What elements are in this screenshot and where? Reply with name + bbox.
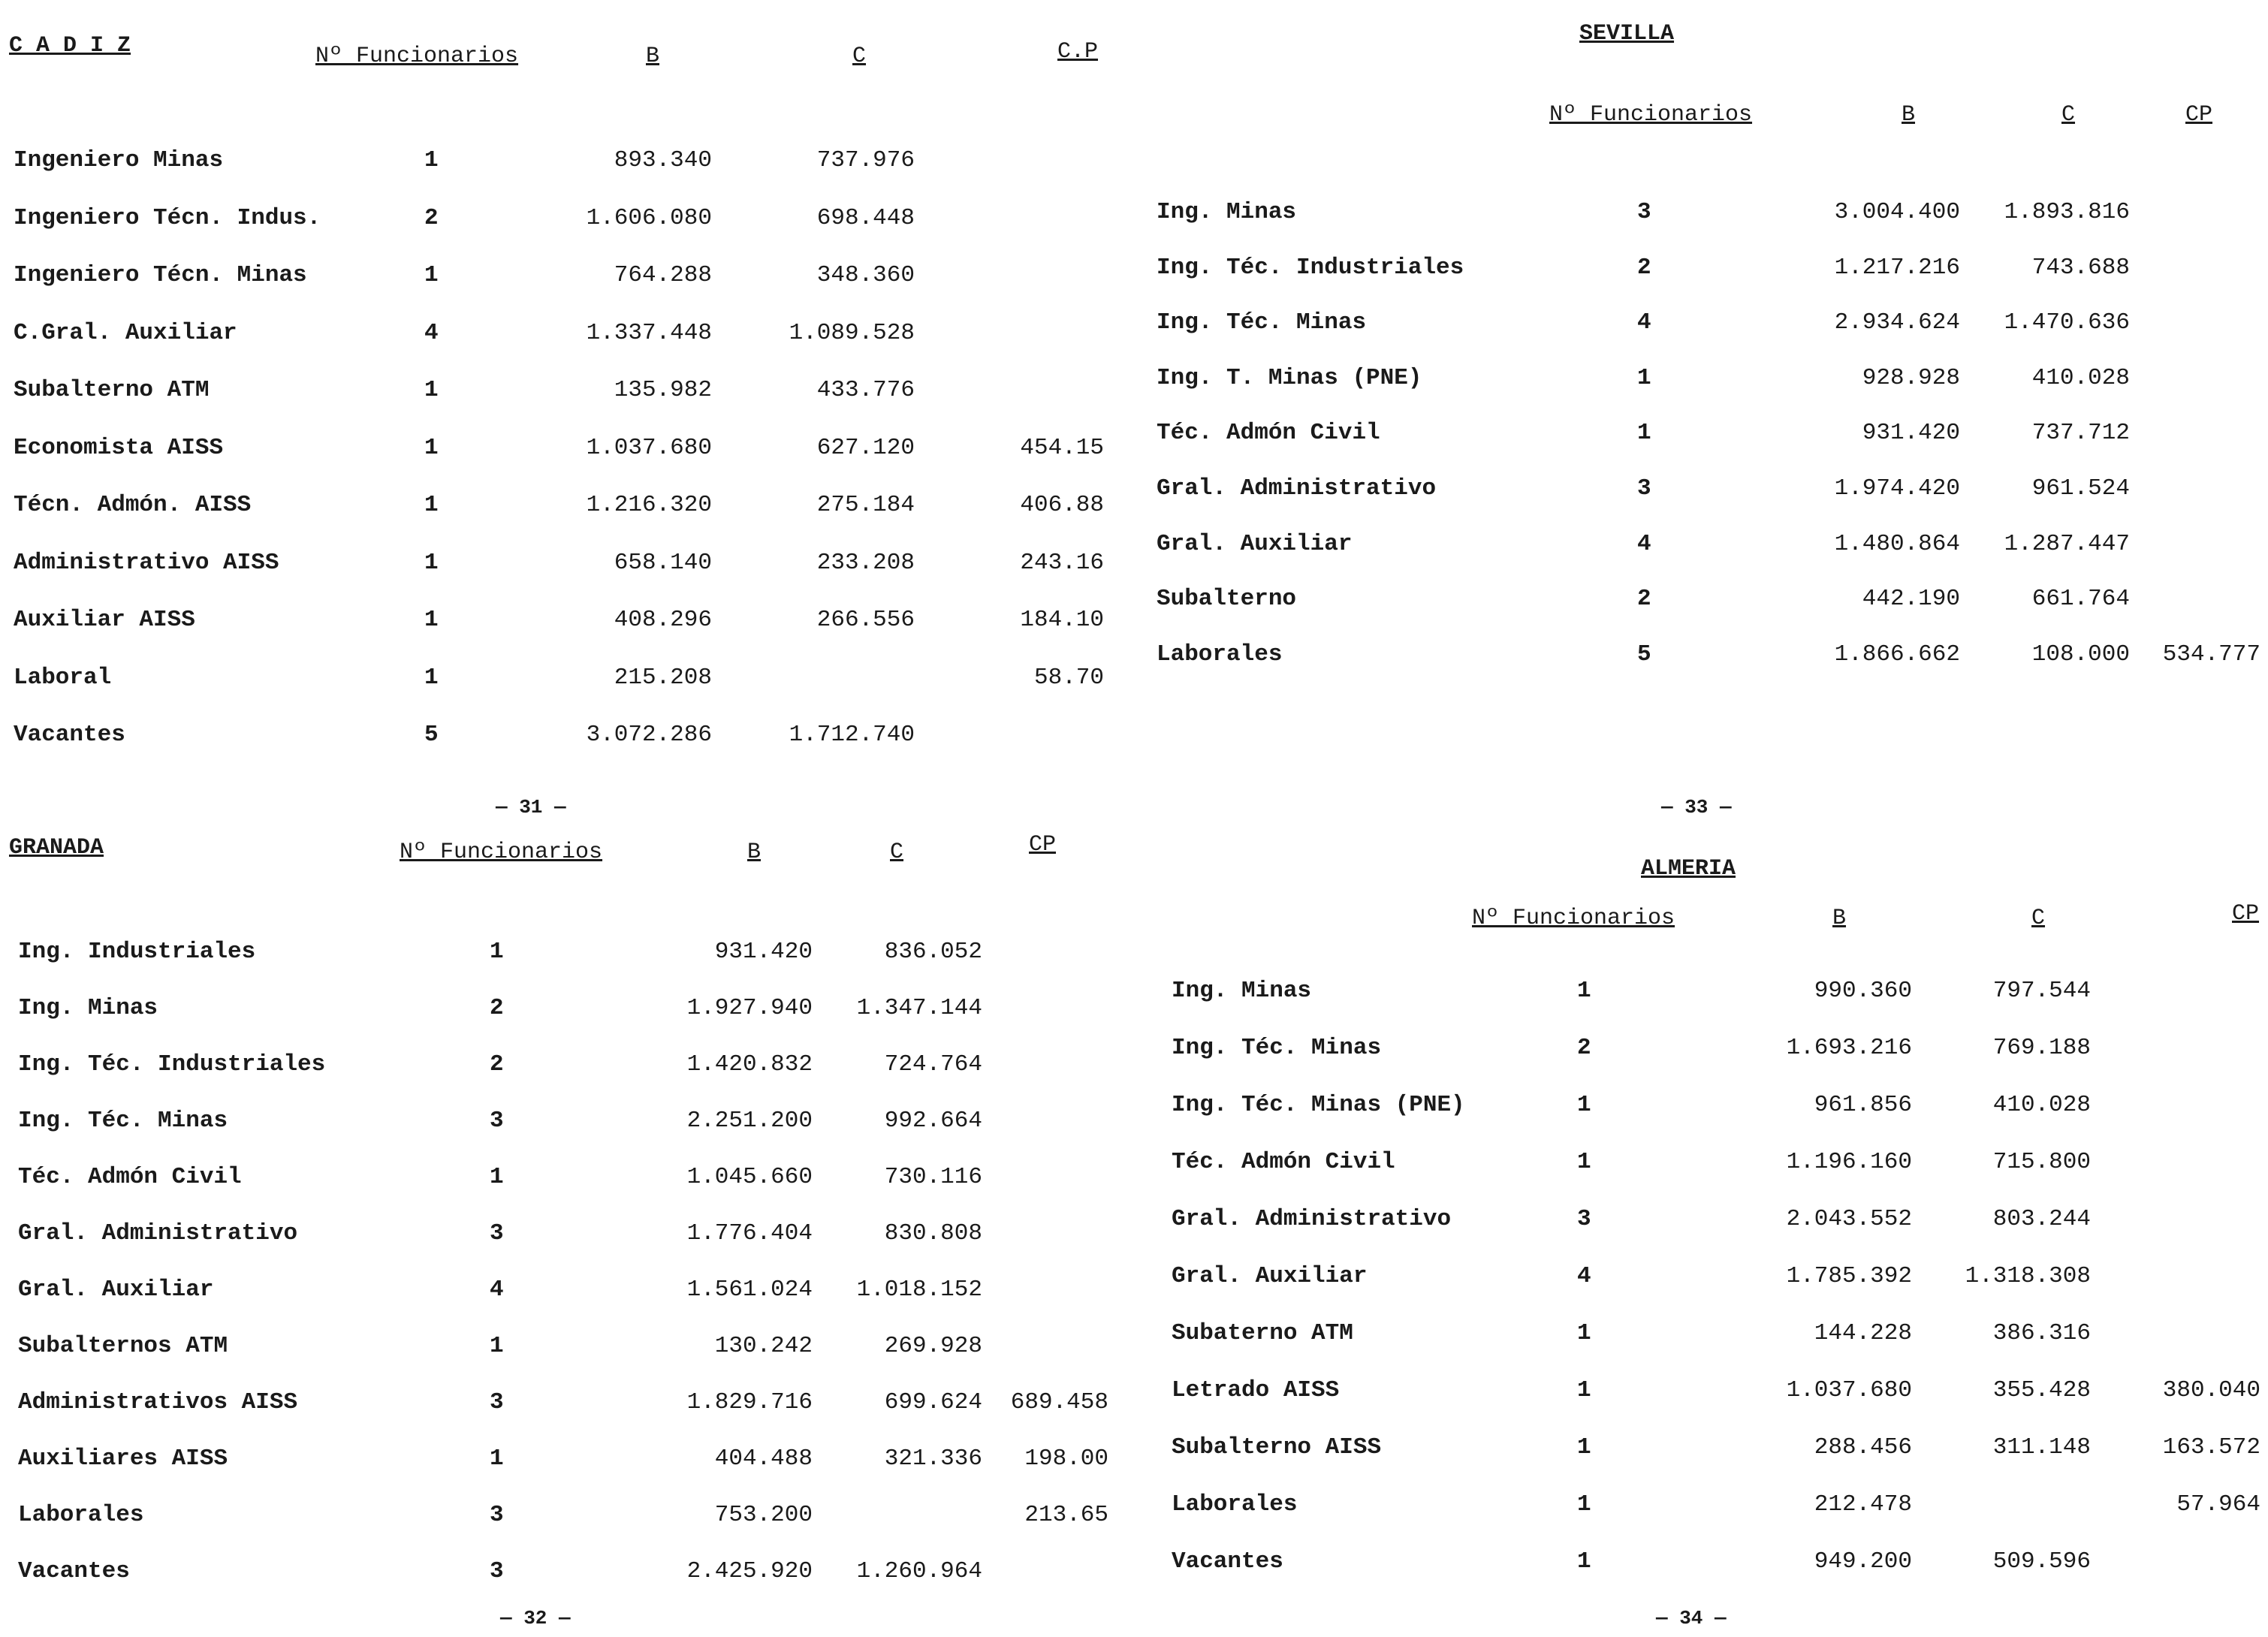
row-b-value: 2.251.200 [686, 1108, 813, 1134]
row-name: Subalterno AISS [1172, 1434, 1382, 1461]
row-name: Letrado AISS [1172, 1377, 1340, 1403]
row-count: 1 [424, 665, 439, 691]
row-cp-value: 58.70 [1033, 665, 1104, 691]
cadiz-title: C A D I Z [9, 33, 131, 59]
row-count: 2 [1637, 586, 1651, 612]
row-c-value: 275.184 [816, 492, 915, 518]
row-name: Administrativos AISS [18, 1389, 298, 1415]
almeria-header-cp: CP [2232, 901, 2260, 927]
row-b-value: 764.288 [614, 262, 712, 288]
row-c-value: 661.764 [2031, 586, 2130, 612]
row-name: Vacantes [1172, 1548, 1283, 1575]
row-count: 1 [490, 1333, 504, 1359]
row-b-value: 1.561.024 [686, 1277, 813, 1303]
row-name: Subaterno ATM [1172, 1320, 1353, 1346]
row-c-value: 992.664 [884, 1108, 982, 1134]
row-b-value: 949.200 [1814, 1548, 1912, 1575]
row-cp-value: 198.00 [1024, 1446, 1108, 1472]
row-c-value: 803.244 [1992, 1206, 2091, 1232]
row-count: 1 [490, 1164, 504, 1190]
row-name: Ing. Téc. Minas [1157, 309, 1367, 336]
row-b-value: 1.216.320 [586, 492, 712, 518]
row-name: Téc. Admón Civil [18, 1164, 242, 1190]
row-count: 1 [1577, 1491, 1591, 1518]
row-name: Ingeniero Minas [14, 147, 224, 173]
sevilla-header-b: B [1902, 102, 1916, 128]
row-b-value: 990.360 [1814, 978, 1912, 1004]
row-count: 3 [1577, 1206, 1591, 1232]
row-name: Ing. Téc. Industriales [1157, 255, 1464, 281]
sevilla-page-number: — 33 — [1661, 796, 1732, 818]
row-count: 2 [1637, 255, 1651, 281]
row-c-value: 797.544 [1992, 978, 2091, 1004]
row-b-value: 442.190 [1862, 586, 1960, 612]
row-c-value: 743.688 [2031, 255, 2130, 281]
almeria-page-number: — 34 — [1656, 1607, 1727, 1629]
row-c-value: 233.208 [816, 550, 915, 576]
row-b-value: 893.340 [614, 147, 712, 173]
row-c-value: 266.556 [816, 607, 915, 633]
row-b-value: 928.928 [1862, 365, 1960, 391]
row-count: 1 [1577, 978, 1591, 1004]
row-b-value: 1.927.940 [686, 995, 813, 1021]
row-b-value: 2.425.920 [686, 1558, 813, 1584]
row-c-value: 311.148 [1992, 1434, 2091, 1461]
row-count: 1 [424, 607, 439, 633]
row-count: 3 [1637, 475, 1651, 502]
row-c-value: 1.018.152 [856, 1277, 982, 1303]
row-b-value: 135.982 [614, 377, 712, 403]
row-b-value: 1.037.680 [1786, 1377, 1912, 1403]
row-b-value: 1.045.660 [686, 1164, 813, 1190]
row-name: Ing. Téc. Minas [18, 1108, 228, 1134]
row-c-value: 1.347.144 [856, 995, 982, 1021]
row-cp-value: 184.10 [1020, 607, 1104, 633]
granada-header-b: B [747, 840, 762, 865]
row-c-value: 699.624 [884, 1389, 982, 1415]
row-c-value: 108.000 [2031, 641, 2130, 668]
row-name: Ing. Téc. Minas [1172, 1035, 1382, 1061]
row-count: 1 [1577, 1548, 1591, 1575]
row-count: 1 [1637, 420, 1651, 446]
cadiz-header-c: C [852, 44, 867, 69]
row-count: 1 [424, 377, 439, 403]
row-count: 1 [424, 147, 439, 173]
row-count: 3 [490, 1389, 504, 1415]
row-name: Vacantes [14, 722, 125, 748]
row-name: Ing. Téc. Industriales [18, 1051, 326, 1078]
sevilla-header-funcionarios: Nº Funcionarios [1549, 102, 1753, 128]
row-b-value: 931.420 [714, 939, 813, 965]
row-c-value: 1.089.528 [789, 320, 915, 346]
row-b-value: 3.004.400 [1834, 199, 1960, 225]
row-name: Laborales [18, 1502, 144, 1528]
almeria-title: ALMERIA [1641, 856, 1736, 882]
row-b-value: 404.488 [714, 1446, 813, 1472]
row-c-value: 715.800 [1992, 1149, 2091, 1175]
row-count: 4 [424, 320, 439, 346]
row-c-value: 1.893.816 [2004, 199, 2130, 225]
row-name: Gral. Administrativo [1157, 475, 1437, 502]
row-cp-value: 163.572 [2162, 1434, 2260, 1461]
row-name: Ing. Minas [18, 995, 158, 1021]
almeria-header-funcionarios: Nº Funcionarios [1472, 906, 1675, 931]
row-b-value: 215.208 [614, 665, 712, 691]
cadiz-page-number: — 31 — [496, 796, 566, 818]
row-c-value: 321.336 [884, 1446, 982, 1472]
row-name: Téc. Admón Civil [1157, 420, 1380, 446]
row-b-value: 1.829.716 [686, 1389, 813, 1415]
row-count: 2 [1577, 1035, 1591, 1061]
row-count: 4 [1637, 531, 1651, 557]
row-b-value: 1.606.080 [586, 205, 712, 231]
row-count: 1 [424, 550, 439, 576]
row-b-value: 408.296 [614, 607, 712, 633]
row-c-value: 724.764 [884, 1051, 982, 1078]
row-c-value: 386.316 [1992, 1320, 2091, 1346]
row-c-value: 433.776 [816, 377, 915, 403]
row-name: Auxiliares AISS [18, 1446, 228, 1472]
row-b-value: 288.456 [1814, 1434, 1912, 1461]
row-cp-value: 380.040 [2162, 1377, 2260, 1403]
row-name: Laborales [1157, 641, 1283, 668]
row-count: 1 [1577, 1434, 1591, 1461]
row-b-value: 2.043.552 [1786, 1206, 1912, 1232]
row-cp-value: 213.65 [1024, 1502, 1108, 1528]
row-c-value: 1.712.740 [789, 722, 915, 748]
row-b-value: 130.242 [714, 1333, 813, 1359]
row-count: 1 [424, 492, 439, 518]
row-c-value: 509.596 [1992, 1548, 2091, 1575]
row-count: 1 [1577, 1377, 1591, 1403]
row-name: Ing. T. Minas (PNE) [1157, 365, 1422, 391]
row-count: 2 [490, 1051, 504, 1078]
row-b-value: 1.693.216 [1786, 1035, 1912, 1061]
granada-header-cp: CP [1029, 832, 1057, 858]
row-name: Ing. Minas [1157, 199, 1297, 225]
row-name: C.Gral. Auxiliar [14, 320, 237, 346]
sevilla-header-c: C [2061, 102, 2076, 128]
row-c-value: 410.028 [2031, 365, 2130, 391]
row-name: Gral. Auxiliar [18, 1277, 214, 1303]
row-c-value: 830.808 [884, 1220, 982, 1247]
cadiz-header-cp: C.P [1057, 39, 1099, 65]
row-name: Vacantes [18, 1558, 130, 1584]
row-b-value: 1.217.216 [1834, 255, 1960, 281]
row-c-value: 698.448 [816, 205, 915, 231]
row-c-value: 961.524 [2031, 475, 2130, 502]
row-c-value: 737.976 [816, 147, 915, 173]
row-count: 3 [490, 1558, 504, 1584]
row-c-value: 769.188 [1992, 1035, 2091, 1061]
row-name: Administrativo AISS [14, 550, 279, 576]
row-b-value: 3.072.286 [586, 722, 712, 748]
row-count: 3 [1637, 199, 1651, 225]
row-count: 4 [1637, 309, 1651, 336]
row-count: 5 [424, 722, 439, 748]
row-b-value: 212.478 [1814, 1491, 1912, 1518]
row-name: Gral. Administrativo [18, 1220, 298, 1247]
row-count: 3 [490, 1108, 504, 1134]
row-name: Laboral [14, 665, 112, 691]
row-cp-value: 57.964 [2176, 1491, 2260, 1518]
row-count: 1 [490, 939, 504, 965]
row-name: Téc. Admón Civil [1172, 1149, 1395, 1175]
granada-header-funcionarios: Nº Funcionarios [400, 840, 603, 865]
row-c-value: 627.120 [816, 435, 915, 461]
almeria-header-b: B [1832, 906, 1847, 931]
row-c-value: 1.287.447 [2004, 531, 2130, 557]
cadiz-header-funcionarios: Nº Funcionarios [315, 44, 519, 69]
row-cp-value: 454.15 [1020, 435, 1104, 461]
row-cp-value: 243.16 [1020, 550, 1104, 576]
row-b-value: 1.037.680 [586, 435, 712, 461]
row-count: 1 [490, 1446, 504, 1472]
row-count: 1 [1577, 1149, 1591, 1175]
row-count: 1 [424, 262, 439, 288]
row-b-value: 1.785.392 [1786, 1263, 1912, 1289]
row-b-value: 2.934.624 [1834, 309, 1960, 336]
row-name: Gral. Administrativo [1172, 1206, 1452, 1232]
row-count: 4 [1577, 1263, 1591, 1289]
row-name: Subalterno ATM [14, 377, 210, 403]
row-count: 4 [490, 1277, 504, 1303]
row-name: Laborales [1172, 1491, 1298, 1518]
row-count: 1 [424, 435, 439, 461]
row-b-value: 658.140 [614, 550, 712, 576]
row-c-value: 348.360 [816, 262, 915, 288]
sevilla-header-cp: CP [2185, 102, 2213, 128]
row-c-value: 410.028 [1992, 1092, 2091, 1118]
row-c-value: 1.318.308 [1965, 1263, 2091, 1289]
row-c-value: 269.928 [884, 1333, 982, 1359]
row-b-value: 1.776.404 [686, 1220, 813, 1247]
row-name: Ingeniero Técn. Minas [14, 262, 307, 288]
row-count: 3 [490, 1502, 504, 1528]
row-c-value: 737.712 [2031, 420, 2130, 446]
row-b-value: 931.420 [1862, 420, 1960, 446]
row-name: Economista AISS [14, 435, 224, 461]
almeria-header-c: C [2031, 906, 2046, 931]
cadiz-header-b: B [646, 44, 660, 69]
row-name: Subalternos ATM [18, 1333, 228, 1359]
granada-title: GRANADA [9, 835, 104, 861]
row-count: 3 [490, 1220, 504, 1247]
row-count: 1 [1577, 1320, 1591, 1346]
row-name: Subalterno [1157, 586, 1297, 612]
row-b-value: 1.337.448 [586, 320, 712, 346]
row-cp-value: 689.458 [1010, 1389, 1108, 1415]
row-name: Gral. Auxiliar [1172, 1263, 1368, 1289]
row-b-value: 144.228 [1814, 1320, 1912, 1346]
granada-header-c: C [890, 840, 904, 865]
row-count: 1 [1637, 365, 1651, 391]
row-b-value: 753.200 [714, 1502, 813, 1528]
row-c-value: 355.428 [1992, 1377, 2091, 1403]
row-b-value: 1.420.832 [686, 1051, 813, 1078]
row-c-value: 1.260.964 [856, 1558, 982, 1584]
granada-page-number: — 32 — [500, 1607, 571, 1629]
row-c-value: 1.470.636 [2004, 309, 2130, 336]
row-name: Ing. Industriales [18, 939, 256, 965]
row-name: Técn. Admón. AISS [14, 492, 252, 518]
row-count: 1 [1577, 1092, 1591, 1118]
row-name: Ing. Minas [1172, 978, 1312, 1004]
row-c-value: 730.116 [884, 1164, 982, 1190]
row-b-value: 1.866.662 [1834, 641, 1960, 668]
row-name: Ing. Téc. Minas (PNE) [1172, 1092, 1465, 1118]
row-b-value: 1.974.420 [1834, 475, 1960, 502]
row-c-value: 836.052 [884, 939, 982, 965]
row-name: Ingeniero Técn. Indus. [14, 205, 321, 231]
row-name: Gral. Auxiliar [1157, 531, 1353, 557]
row-b-value: 1.480.864 [1834, 531, 1960, 557]
row-b-value: 1.196.160 [1786, 1149, 1912, 1175]
row-count: 2 [424, 205, 439, 231]
row-name: Auxiliar AISS [14, 607, 195, 633]
row-count: 2 [490, 995, 504, 1021]
sevilla-title: SEVILLA [1579, 21, 1675, 47]
row-cp-value: 534.777 [2162, 641, 2260, 668]
row-count: 5 [1637, 641, 1651, 668]
row-cp-value: 406.88 [1020, 492, 1104, 518]
row-b-value: 961.856 [1814, 1092, 1912, 1118]
